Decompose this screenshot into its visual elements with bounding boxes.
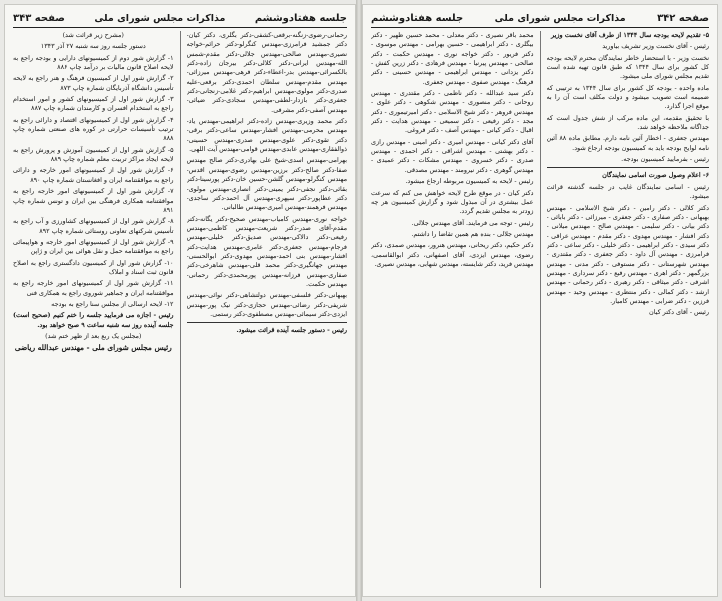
divider	[547, 167, 710, 168]
left-page	[4, 4, 356, 597]
agenda-item: ۱۰- گزارش شور اول از کمیسیون دادگستری راجع به اصلاح قانون ثبت اسناد و املاک	[13, 258, 174, 276]
paragraph: رحمانی-رضوی-زنگنه-برقعی-کشفی-دکتر بگلری، دکتر کیان-دکتر جمشید فرامرزی-مهندس کنگرلو-دکتر حرائم-خواجه نصیری-مهندس صالحی-مهندس جلالی-دکتر مقدم-شمس الله-مهندس ایرانی-دکتر کلالی-دکتر بیرجان زاده-دکتر بالکسرائی-مهندس بدر-اعطاء-دکتر فرهی-مهندس میرزائی-مهندس مقدم-مهندس سلطان احمدی-دکتر برقعی-علیه صدری-دکتر مولوی-مهندس ابراهیم-دکتر غلامی-زنجانی-دکتر جعفری-دکتر بازدار-لطفی-مهندس سجادی-دکتر ضیائی-مهندس آصفی-دکتر مشرفی.	[186, 31, 347, 114]
right-page-number: صفحه ۳۴۲	[657, 12, 709, 24]
paragraph: رئیس - آقای نخست وزیر تشریف بیاورید	[602, 42, 709, 51]
paragraph: دکتر محمد وزیری-مهندس زاده-دکتر ابراهیمی-مهندس یاد-مهندس محرمی-مهندس افشار-مهندس ساعی-دکتر برقی-دکتر تقوی-دکتر علوی-مهندس صدری-مهندس حسینی-ذوالفقاری-مهندس عابدی-مهندس قوامی-مهندس آیت اللهی.	[186, 117, 347, 154]
paragraph: رئیس - اجازه می فرمایید جلسه را ختم کنیم (صحیح است) جلسه آینده روز سه شنبه ساعت ۹ صبح خواهد بود.	[13, 311, 174, 329]
paragraph: مهندس جلالی - بنده هم همین تقاضا را داشتم.	[411, 229, 534, 238]
left-page-column-right	[187, 31, 348, 588]
right-page-columns	[371, 31, 709, 588]
paragraph: رئیس - آقای دکتر کیان	[649, 308, 709, 317]
paragraph: محمد باقر نصیری - دکتر معدلی - محمد حسین ظهیر - دکتر بیگلری - دکتر ابراهیمی - حسین بهرامی - مهندس موسوی - دکتر فریور - دکتر خواجه نوری - مهندس حکمت - دکتر صالحی - مهندس پیرنیا - مهندس فرهادی - دکتر زرین کفش - دکتر یزدانی - مهندس ابراهیمی - مهندس حسینی - دکتر فرهنگ - مهندس صفوی - مهندس جعفری.	[371, 31, 534, 86]
left-page-number: صفحه ۳۴۳	[13, 12, 65, 24]
paragraph: دکتر حکیم، دکتر ریحانی، مهندس هنرور، مهندس صمدی، دکتر رضوی، مهندس ایزدی، آقای اصفهانی، دکتر ابوالقاسمی، مهندس فرید، دکتر شایسته، مهندس شهابی، مهندس نصیری.	[371, 241, 534, 268]
left-page-title: مذاکرات مجلس شورای ملی	[94, 12, 226, 24]
agenda-item: ۸- گزارش شور اول از کمیسیونهای کشاورزی و آب راجع به تأسیس شرکتهای تعاونی روستائی شماره چاپ ۸۹۲	[13, 217, 174, 235]
left-page-session: جلسه هفتادوششم	[254, 12, 347, 24]
paragraph: رئیس - لایحه به کمیسیون مربوطه ارجاع میشود.	[405, 177, 534, 186]
column-divider	[180, 31, 181, 588]
right-page-header	[371, 11, 709, 28]
agenda-item: ۷- گزارش شور اول از کمیسیونهای امور خارجه راجع به موافقتنامه همکاری فرهنگی بین ایران و تونس شماره چاپ ۸۹۱	[13, 187, 174, 214]
agenda-item: ۵- گزارش شور اول از کمیسیون آموزش و پرورش راجع به لایحه ایجاد مراکز تربیت معلم شماره چاپ ۸۸۹	[13, 145, 174, 164]
section-heading: ۵- تقدیم لایحه بودجه سال ۱۳۴۴ از طرف آقای نخست وزیر	[551, 31, 709, 39]
agenda-item: ۴- گزارش شور اول از کمیسیونهای اقتصاد و دارائی راجع به ترتیب تأسیسات حرارتی در کوره های صنعتی شماره چاپ ۸۸۸	[13, 115, 174, 143]
left-page-column-left	[13, 31, 174, 588]
agenda-item: ۹- گزارش شور اول از کمیسیونهای امور خارجه و هواپیمائی راجع به موافقتنامه حمل و نقل هوائی بین ایران و ژاپن	[13, 237, 174, 256]
right-page-column-left	[371, 31, 534, 588]
paragraph: مهندس جعفری - اخطار آئین نامه دارم. مطابق ماده ۸۸ آئین نامه لوایح بودجه باید به کمیسیون بودجه ارجاع شود.	[546, 134, 709, 152]
agenda-item: ۳- گزارش شور اول از کمیسیونهای کشور و امور استخدام راجع به استخدام افسران و کارمندان شماره چاپ ۸۸۷	[13, 95, 174, 113]
paragraph: بهرامی-مهندس اسدی-شیخ علی بهادری-دکتر صالح مهندس صفا-دکتر صالح-دکتر برزین-مهندس رضوی-مهندس اقدس-مهندس کنگرلو-مهندس گلشن-حسین خان-دکتر پورسینا-دکتر بقائی-دکتر نجفی-دکتر یمینی-دکتر انصاری-مهندس مولوی-دکتر عطاپور-دکتر سپهری-مهندس آل احمد-دکتر ساجدی-مهندس فرهمند-مهندس امیری-مهندس طالبانی.	[186, 156, 347, 212]
divider	[187, 322, 348, 323]
paragraph: رئیس - توجه می فرمایند. آقای مهندس جلالی.	[411, 218, 534, 227]
paragraph: نخست وزیر - با استحضار خاطر نمایندگان محترم لایحه بودجه کل کشور برای سال ۱۳۴۴ که طبق قانون تهیه شده است تقدیم مجلس شورای ملی میشود.	[546, 53, 709, 81]
left-page-header	[13, 11, 347, 28]
paragraph: ماده واحده - بودجه کل کشور برای سال ۱۳۴۴ به ترتیبی که ضمیمه است تصویب میشود و دولت مکلف است آن را به موقع اجرا گذارد.	[546, 83, 709, 111]
right-page-title: مذاکرات مجلس شورای ملی	[494, 12, 626, 24]
paragraph: خواجه نوری-مهندس کامیاب-مهندس صحیح-دکتر یگانه-دکتر مقدم-آقای صدر-دکتر شریعت-مهندس کاظمی-مهندس رفیعی-دکتر دالاکی-مهندس صدیق-دکتر خلیلی-مهندس فرجام-مهندس جعفری-دکتر عامری-مهندس هدایت-دکتر افشار-مهندس بنی احمد-مهندس مهدوی-دکتر ابوالحسنی-مهندس جهانگیری-دکتر محمد قلی-مهندس شاهرخی-دکتر صفاری-مهندس فرزانه-مهندس پورمحمدی-دکتر رحمانی-مهندس حکمت.	[186, 214, 347, 288]
agenda-item: ۱۲- لایحه ارسالی از مجلس سنا راجع به بودجه	[51, 299, 174, 308]
paragraph: رئیس - دستور جلسه آینده قرائت میشود.	[236, 326, 347, 335]
paragraph: با تحقیق مقدمه، این ماده مرکب از شش جدول است که جداگانه ملاحظه خواهد شد.	[546, 113, 709, 132]
paragraph: (مجلس یک ربع بعد از ظهر ختم شد)	[45, 331, 142, 340]
section-heading: ۶- اعلام وصول صورت اسامی نمایندگان	[602, 171, 709, 180]
paragraph: بهبهانی-دکتر فلسفی-مهندس دولتشاهی-دکتر نوائی-مهندس شریفی-دکتر رضائی-مهندس حجازی-دکتر نیک پور-مهندس ایزدی-دکتر سیمائی-مهندس مصطفوی-دکتر رستمی.	[186, 291, 347, 318]
agenda-item: ۲- گزارش شور اول از کمیسیون فرهنگ و هنر راجع به لایحه تأسیس دانشگاه آذربایگان شماره چاپ ۸۷۳	[13, 74, 174, 92]
paragraph: دکتر کیان - در موقع طرح لایحه خواهش می کنم که سرعت عمل بیشتری در آن مبذول شود و گزارش کمیسیون هر چه زودتر به مجلس تقدیم گردد.	[371, 188, 534, 216]
right-page-session: جلسه هفتادوششم	[371, 12, 464, 24]
right-page	[362, 4, 718, 597]
column-divider	[540, 31, 541, 588]
agenda-item: ۱۱- گزارش شور اول از کمیسیونهای امور خارجه راجع به موافقتنامه ایران و جماهیر شوروی راجع به همکاری فنی	[13, 279, 174, 297]
paragraph: رئیس - بفرمایید کمیسیون بودجه.	[621, 155, 709, 164]
paragraph: دکتر کلالی - دکتر رامین - دکتر شیخ الاسلامی - مهندس بهبهانی - دکتر صفاری - دکتر جعفری - میرزائی - دکتر بابائی - دکتر بیانی - دکتر سلیمی - مهندس صالح - مهندس میلانی - دکتر افشار - مهندس مهدوی - دکتر مقدم - مهندس عراقی - دکتر سیدی - دکتر ابراهیمی - دکتر خلیلی - دکتر ساعی - دکتر فرامرزی - مهندس آل داود - دکتر جعفری - دکتر مقتدری - مهندس شهرستانی - دکتر مستوفی - دکتر مدنی - مهندس بزرگمهر - دکتر اهری - مهندس رفیع - دکتر سرداری - مهندس اشرفی - دکتر میثاقی - دکتر رهبری - دکتر رحمانی - مهندس ارشد - دکتر کمالی - دکتر منتظری - مهندس وحید - مهندس فرزین - دکتر ضرابی - مهندس کامیار.	[546, 203, 709, 305]
signature: رئیس مجلس شورای ملی - مهندس عبدالله ریاضی	[14, 343, 172, 353]
paragraph: دکتر سید عبدالله - دکتر ناظمی - دکتر مقتدری - مهندس روحانی - دکتر منصوری - مهندس شکوهی - دکتر علوی - مهندس فروهر - دکتر شیخ الاسلامی - دکتر امیرتیموری - دکتر مجد - دکتر رفیعی - دکتر سمیعی - مهندس هدایت - دکتر اقبال - دکتر کیانی - مهندس آصف - دکتر فروغی.	[371, 89, 534, 135]
agenda-item: ۱- گزارش شور دوم از کمیسیونهای دارایی و بودجه راجع به لایحه اصلاح قانون مالیات بر درآمد چاپ ۸۸۶	[13, 53, 174, 72]
right-page-column-right	[547, 31, 710, 588]
agenda-item: ۶- گزارش شور اول از کمیسیونهای امور خارجه و دارائی راجع به موافقتنامه ایران و افغانستان شماره چاپ ۸۹۰	[13, 166, 174, 184]
paragraph: دستور جلسه روز سه شنبه ۲۷ آذر ۱۳۴۳	[40, 42, 146, 51]
paragraph: (مشرح زیر قرائت شد)	[62, 31, 124, 39]
left-page-columns	[13, 31, 347, 588]
paragraph: آقای دکتر کیانی - مهندس امیری - دکتر امینی - مهندس رازی - دکتر بهشتی - مهندس اشراقی - دکتر احمدی - مهندس صدری - دکتر خسروی - مهندس مشکات - دکتر عمیدی - مهندس گوهری - دکتر نیرومند - مهندس مصدقی.	[371, 137, 534, 174]
paragraph: رئیس - اسامی نمایندگان غایب در جلسه گذشته قرائت میشود.	[546, 182, 709, 201]
